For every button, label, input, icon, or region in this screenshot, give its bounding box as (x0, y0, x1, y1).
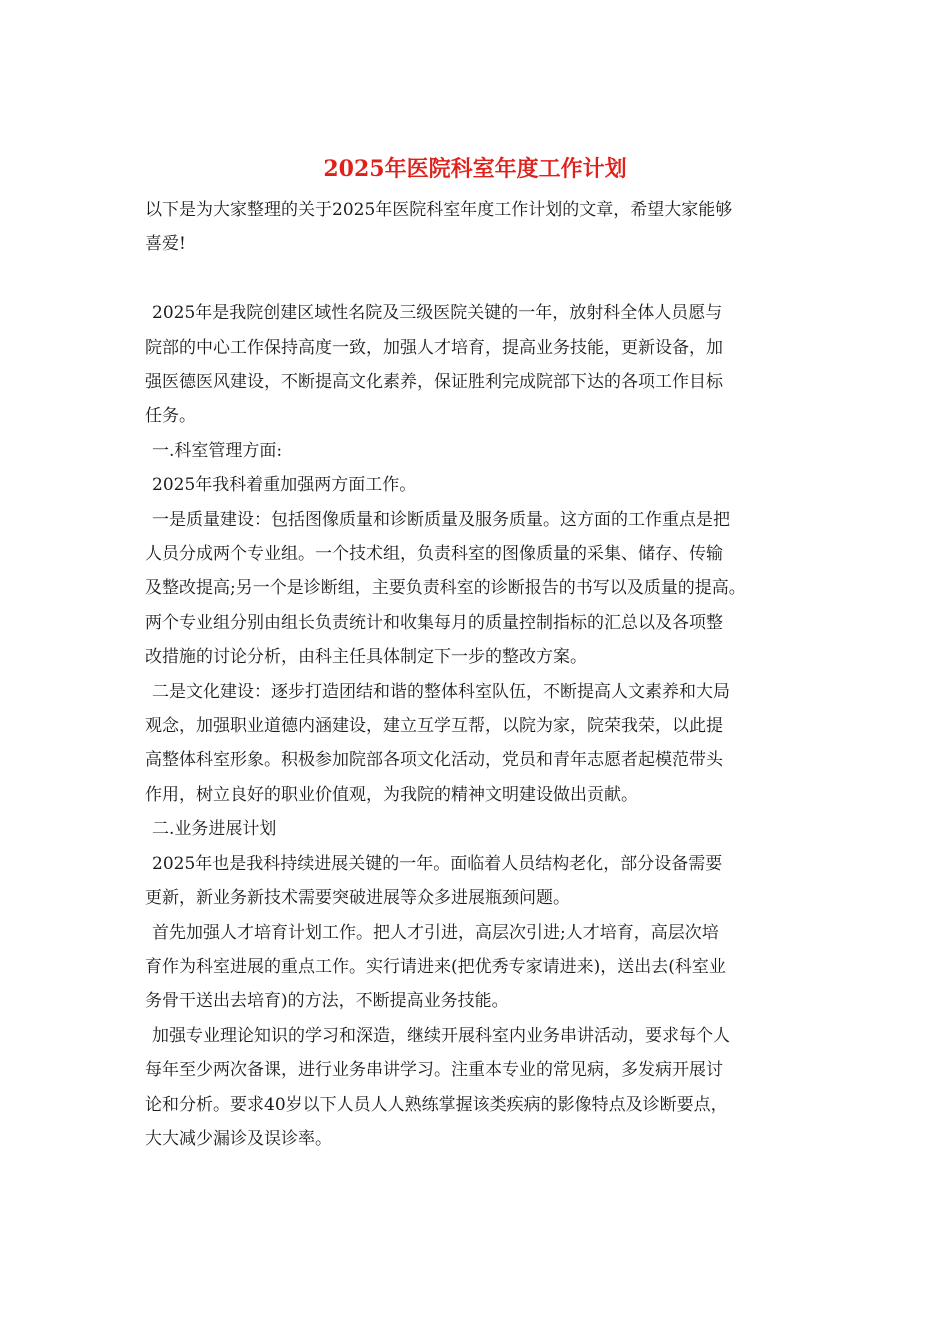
paragraph-list (145, 296, 815, 1156)
paragraph-line: 作用，树立良好的职业价值观，为我院的精神文明建设做出贡献。 (145, 784, 638, 805)
paragraph-line: 高整体科室形象。积极参加院部各项文化活动，党员和青年志愿者起模范带头 (145, 750, 723, 771)
body-paragraph (145, 468, 815, 502)
intro-line: 以下是为大家整理的关于2025年医院科室年度工作计划的文章，希望大家能够 (145, 200, 733, 220)
paragraph-line: 人员分成两个专业组。一个技术组，负责科室的图像质量的采集、储存、传输 (145, 544, 723, 565)
paragraph-line: 大大减少漏诊及误诊率。 (145, 1128, 332, 1149)
body-paragraph (145, 812, 815, 846)
paragraph-line: 更新，新业务新技术需要突破进展等众多进展瓶颈问题。 (145, 888, 570, 909)
paragraph-line: 两个专业组分别由组长负责统计和收集每月的质量控制指标的汇总以及各项整 (145, 612, 723, 633)
paragraph-line: 每年至少两次备课，进行业务串讲学习。注重本专业的常见病，多发病开展讨 (145, 1060, 723, 1081)
intro-paragraph (145, 193, 815, 262)
document-body (145, 193, 815, 1156)
paragraph-line: 2025年也是我科持续进展关键的一年。面临着人员结构老化，部分设备需要 (152, 853, 723, 874)
paragraph-line: 改措施的讨论分析，由科主任具体制定下一步的整改方案。 (145, 647, 587, 668)
paragraph-line: 论和分析。要求40岁以下人员人人熟练掌握该类疾病的影像特点及诊断要点， (145, 1094, 728, 1115)
body-paragraph (145, 434, 815, 468)
paragraph-line: 育作为科室进展的重点工作。实行请进来(把优秀专家请进来)，送出去(科室业 (145, 956, 726, 977)
body-paragraph (145, 675, 815, 813)
paragraph-line: 院部的中心工作保持高度一致，加强人才培育，提高业务技能，更新设备，加 (145, 337, 723, 358)
body-paragraph (145, 1019, 815, 1157)
blank-line (145, 262, 815, 296)
body-paragraph (145, 916, 815, 1019)
paragraph-line: 2025年我科着重加强两方面工作。 (152, 475, 417, 496)
paragraph-line: 二是文化建设：逐步打造团结和谐的整体科室队伍，不断提高人文素养和大局 (152, 681, 730, 702)
paragraph-line: 一是质量建设：包括图像质量和诊断质量及服务质量。这方面的工作重点是把 (152, 509, 730, 530)
paragraph-line: 加强专业理论知识的学习和深造，继续开展科室内业务串讲活动，要求每个人 (152, 1025, 730, 1046)
paragraph-line: 观念，加强职业道德内涵建设，建立互学互帮，以院为家，院荣我荣，以此提 (145, 716, 723, 737)
body-paragraph (145, 847, 815, 916)
intro-line: 喜爱! (145, 234, 186, 255)
document-title: 2025年医院科室年度工作计划 (323, 156, 627, 182)
paragraph-line: 强医德医风建设，不断提高文化素养，保证胜利完成院部下达的各项工作目标 (145, 372, 723, 393)
paragraph-line: 及整改提高;另一个是诊断组，主要负责科室的诊断报告的书写以及质量的提高。 (145, 578, 746, 599)
paragraph-line: 一.科室管理方面: (152, 440, 283, 461)
body-paragraph (145, 503, 815, 675)
body-paragraph (145, 296, 815, 434)
paragraph-line: 任务。 (145, 406, 196, 427)
paragraph-line: 2025年是我院创建区域性名院及三级医院关键的一年，放射科全体人员愿与 (152, 303, 723, 324)
paragraph-line: 二.业务进展计划 (152, 819, 277, 840)
paragraph-line: 务骨干送出去培育)的方法，不断提高业务技能。 (145, 991, 509, 1012)
paragraph-line: 首先加强人才培育计划工作。把人才引进，高层次引进;人才培育，高层次培 (152, 922, 719, 943)
